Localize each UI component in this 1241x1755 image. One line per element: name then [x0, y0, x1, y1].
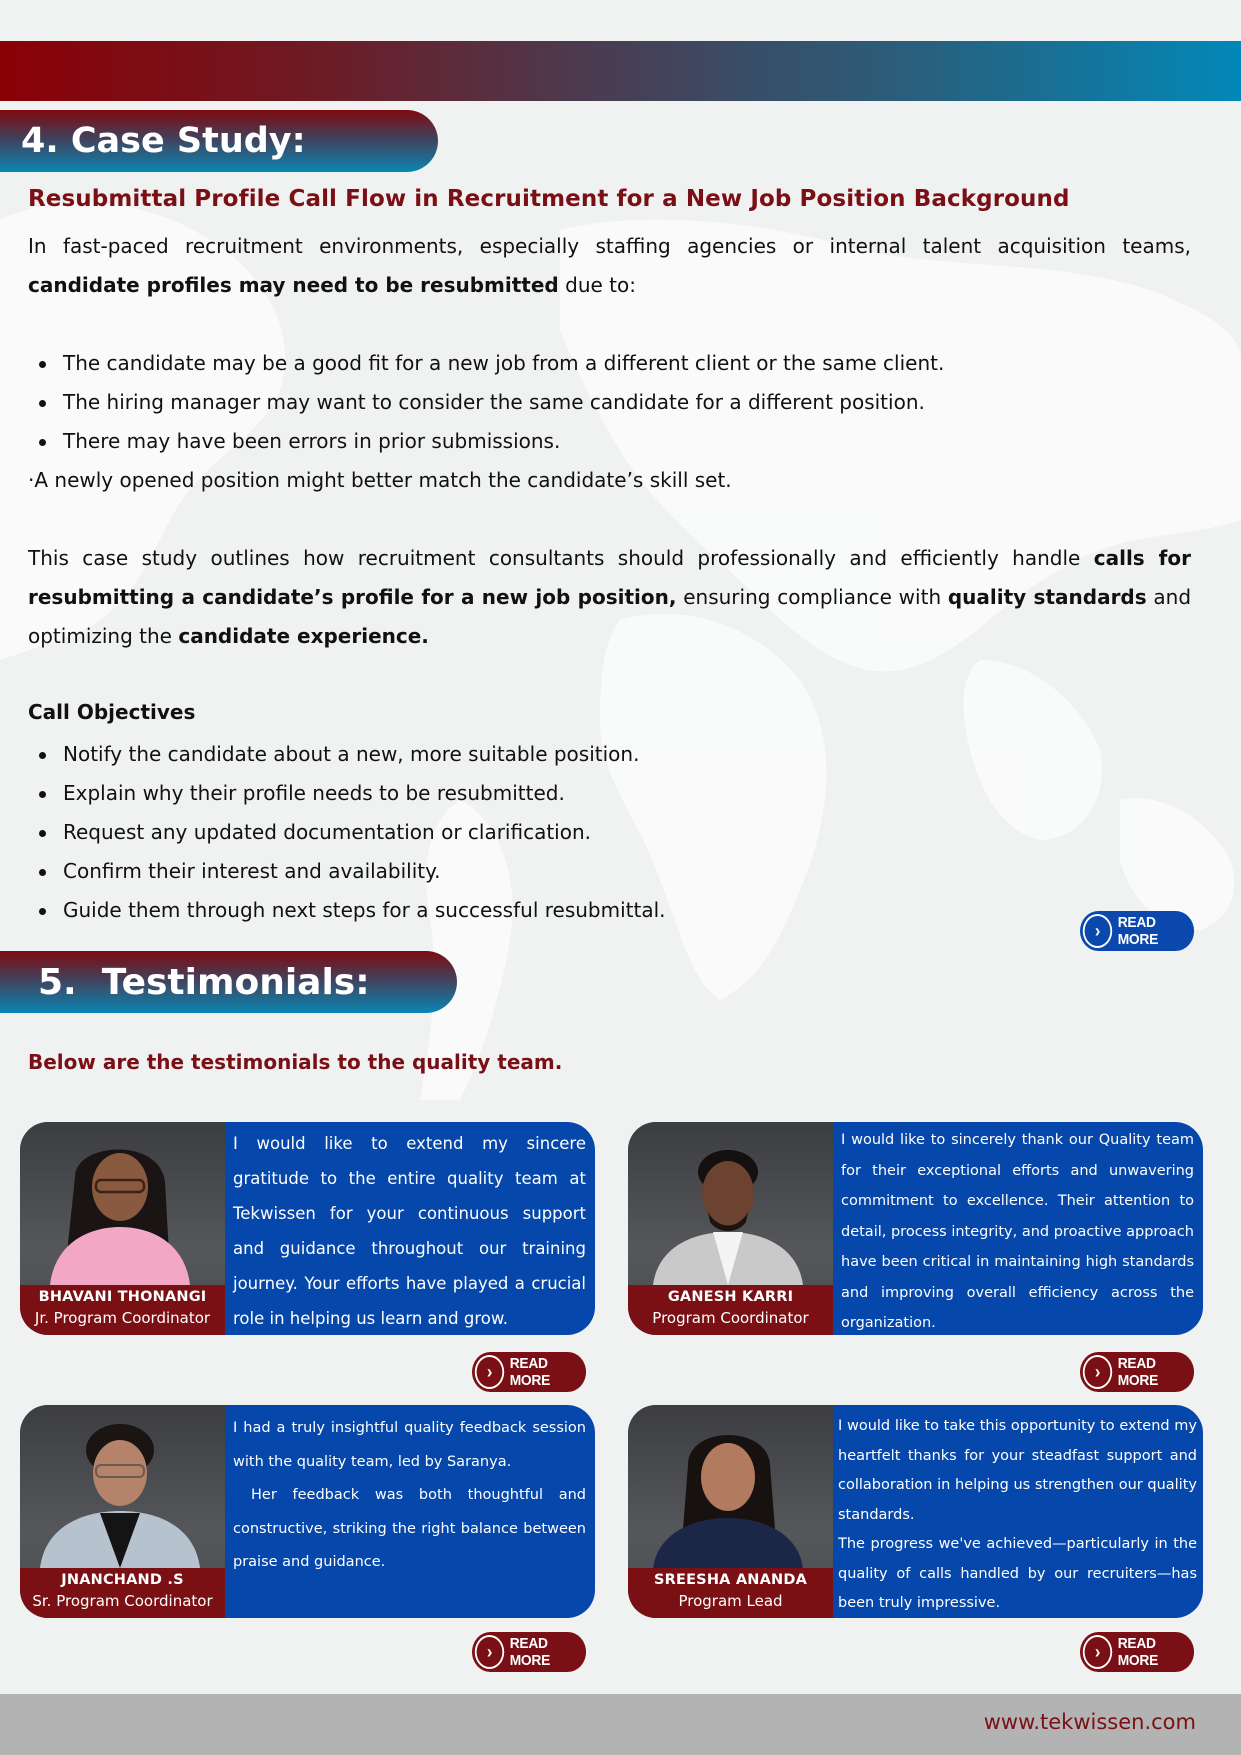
person-role: Jr. Program Coordinator — [34, 1309, 211, 1327]
testimonial-read-more-button[interactable] — [472, 1632, 586, 1672]
case-study-intro — [28, 227, 1191, 305]
testimonials-subheading: Below are the testimonials to the quality team. — [28, 1050, 563, 1074]
quote-paragraph: Her feedback was both thoughtful and constructive, striking the right balance between praise and guidance. — [233, 1487, 586, 1570]
testimonial-quote — [233, 1412, 586, 1580]
outline-bold-text: calls for resubmitting a candidate’s profile for a new job position, — [28, 546, 1191, 609]
testimonial-quote: I would like to extend my sincere gratitude to the entire quality team at Tekwissen for your continuous support and guidance throughout our training journey. Your efforts have played a crucial role in helping us learn and grow. — [233, 1134, 586, 1328]
testimonial-read-more-button[interactable] — [1080, 1632, 1194, 1672]
outline-bold-text: quality standards — [947, 585, 1147, 609]
list-item: Confirm their interest and availability. — [28, 852, 666, 891]
read-more-label: READ MORE — [1117, 914, 1159, 948]
testimonial-card-bhavani — [20, 1122, 595, 1335]
testimonial-card-ganesh — [628, 1122, 1203, 1335]
testimonial-quote: I would like to sincerely thank our Quality team for their exceptional efforts and unwavering commitment to excellence. Their attention to detail, process integrity, and proactive approach have been critical in maintaining high standards and improving overall efficiency across the organization. — [841, 1132, 1194, 1331]
person-photo-icon — [20, 1405, 225, 1568]
person-role: Sr. Program Coordinator — [32, 1592, 213, 1610]
list-item: Explain why their profile needs to be resubmitted. — [28, 774, 666, 813]
list-item: Guide them through next steps for a successful resubmittal. — [28, 891, 666, 930]
person-name: JNANCHAND .S — [61, 1572, 184, 1588]
objectives-heading: Call Objectives — [28, 700, 196, 724]
read-more-label: READ MORE — [509, 1635, 551, 1669]
quote-paragraph: The progress we've achieved—particularly in the quality of calls handled by our recruiters—has been truly impressive. — [838, 1536, 1197, 1611]
chevron-right-icon: › — [475, 1355, 504, 1389]
nameplate — [628, 1285, 833, 1335]
list-item: There may have been errors in prior submissions. — [28, 422, 944, 461]
chevron-right-icon: › — [1083, 1355, 1112, 1389]
read-more-label: READ MORE — [1117, 1355, 1159, 1389]
read-more-label: READ MORE — [1117, 1635, 1159, 1669]
testimonial-read-more-button[interactable] — [472, 1352, 586, 1392]
outline-text: This case study outlines how recruitment consultants should professionally and efficiently handle — [28, 546, 1094, 570]
website-link[interactable]: www.tekwissen.com — [983, 1710, 1196, 1734]
testimonial-read-more-button[interactable] — [1080, 1352, 1194, 1392]
nameplate — [20, 1568, 225, 1618]
nameplate — [20, 1285, 225, 1335]
footer — [0, 1694, 1241, 1755]
chevron-right-icon: › — [1083, 1635, 1112, 1669]
outline-text: and optimizing the — [28, 585, 1192, 648]
list-item: The hiring manager may want to consider the same candidate for a different position. — [28, 383, 944, 422]
testimonial-quote — [838, 1412, 1197, 1618]
intro-text: In fast-paced recruitment environments, especially staffing agencies or internal talent acquisition teams, — [28, 234, 1191, 258]
outline-text: ensuring compliance with — [676, 585, 948, 609]
person-name: GANESH KARRI — [667, 1289, 794, 1305]
section-title-text: 4. Case Study: — [21, 121, 306, 161]
list-item: Notify the candidate about a new, more suitable position. — [28, 735, 666, 774]
testimonial-card-jnanchand — [20, 1405, 595, 1618]
intro-text-end: due to: — [558, 273, 636, 297]
person-photo-icon — [628, 1405, 833, 1568]
header-gradient-band — [0, 41, 1241, 101]
chevron-right-icon: › — [475, 1635, 504, 1669]
section-title-testimonials — [0, 951, 457, 1013]
testimonial-card-sreesha — [628, 1405, 1203, 1618]
read-more-label: READ MORE — [509, 1355, 551, 1389]
person-name: BHAVANI THONANGI — [38, 1289, 207, 1305]
section-title-case-study — [0, 110, 438, 172]
intro-bold-text: candidate profiles may need to be resubmitted — [28, 273, 559, 297]
case-study-heading: Resubmittal Profile Call Flow in Recruitment for a New Job Position Background — [28, 186, 1070, 212]
avatar — [628, 1405, 833, 1618]
nameplate — [628, 1568, 833, 1618]
outline-bold-text: candidate experience. — [178, 624, 429, 648]
person-role: Program Lead — [678, 1592, 783, 1610]
objectives-list — [28, 735, 666, 930]
person-role: Program Coordinator — [652, 1309, 809, 1327]
avatar — [20, 1405, 225, 1618]
quote-paragraph: I would like to take this opportunity to extend my heartfelt thanks for your steadfast support and collaboration in helping us strengthen our quality standards. — [838, 1418, 1197, 1523]
case-study-outline — [28, 539, 1191, 656]
person-name: SREESHA ANANDA — [653, 1572, 808, 1588]
list-item: The candidate may be a good fit for a new job from a different client or the same client. — [28, 344, 944, 383]
chevron-right-icon: › — [1083, 914, 1112, 948]
extra-reason: ·A newly opened position might better match the candidate’s skill set. — [28, 468, 732, 492]
case-study-read-more-button[interactable] — [1080, 911, 1194, 951]
list-item: Request any updated documentation or clarification. — [28, 813, 666, 852]
avatar — [20, 1122, 225, 1335]
quote-paragraph: I had a truly insightful quality feedback session with the quality team, led by Saranya. — [233, 1420, 586, 1470]
avatar — [628, 1122, 833, 1335]
person-photo-icon — [628, 1122, 833, 1285]
reasons-list — [28, 344, 944, 461]
person-photo-icon — [20, 1122, 225, 1285]
section-title-text: 5. Testimonials: — [38, 961, 370, 1003]
